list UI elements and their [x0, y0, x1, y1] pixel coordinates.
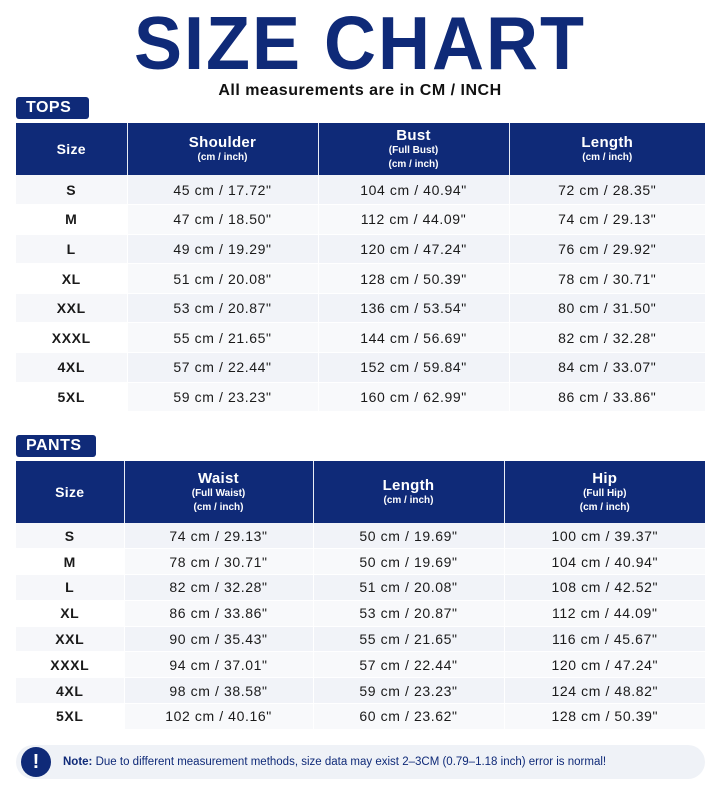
tops-table-row	[16, 323, 705, 353]
tops-cell-length: 86 cm / 33.86"	[509, 382, 705, 412]
pants-table-row	[16, 652, 705, 678]
tops-cell-shoulder: 53 cm / 20.87"	[127, 293, 318, 323]
tops-cell-length: 74 cm / 29.13"	[509, 205, 705, 235]
tops-table-row	[16, 205, 705, 235]
tops-cell-size: L	[16, 234, 127, 264]
pants-table-row	[16, 549, 705, 575]
pants-cell-length: 51 cm / 20.08"	[313, 575, 504, 601]
tops-cell-size: 5XL	[16, 382, 127, 412]
tops-cell-size: S	[16, 175, 127, 205]
pants-cell-waist: 74 cm / 29.13"	[124, 523, 313, 549]
tops-section-tag: TOPS	[16, 97, 89, 119]
tops-cell-shoulder: 57 cm / 22.44"	[127, 353, 318, 383]
pants-section-tag: PANTS	[16, 435, 96, 457]
tops-cell-bust: 160 cm / 62.99"	[318, 382, 509, 412]
pants-cell-length: 50 cm / 19.69"	[313, 549, 504, 575]
tops-cell-shoulder: 55 cm / 21.65"	[127, 323, 318, 353]
tops-cell-bust: 112 cm / 44.09"	[318, 205, 509, 235]
pants-cell-length: 50 cm / 19.69"	[313, 523, 504, 549]
pants-cell-size: XXXL	[16, 652, 124, 678]
note-body: Due to different measurement methods, size data may exist 2–3CM (0.79–1.18 inch) error is normal!	[95, 756, 607, 768]
tops-cell-shoulder: 47 cm / 18.50"	[127, 205, 318, 235]
pants-cell-size: 5XL	[16, 704, 124, 730]
tops-cell-shoulder: 49 cm / 19.29"	[127, 234, 318, 264]
pants-cell-waist: 102 cm / 40.16"	[124, 704, 313, 730]
tops-cell-size: XL	[16, 264, 127, 294]
tops-cell-length: 78 cm / 30.71"	[509, 264, 705, 294]
pants-cell-size: 4XL	[16, 678, 124, 704]
pants-cell-length: 59 cm / 23.23"	[313, 678, 504, 704]
tops-cell-length: 76 cm / 29.92"	[509, 234, 705, 264]
exclamation-icon: !	[21, 747, 51, 777]
tops-table-row	[16, 175, 705, 205]
tops-cell-bust: 120 cm / 47.24"	[318, 234, 509, 264]
pants-cell-waist: 82 cm / 32.28"	[124, 575, 313, 601]
pants-cell-length: 60 cm / 23.62"	[313, 704, 504, 730]
tops-cell-bust: 136 cm / 53.54"	[318, 293, 509, 323]
page-title: SIZE CHART	[134, 2, 586, 87]
tops-table-row	[16, 353, 705, 383]
note-banner	[16, 745, 705, 779]
pants-cell-hip: 100 cm / 39.37"	[504, 523, 705, 549]
tops-table-row	[16, 234, 705, 264]
tops-cell-length: 72 cm / 28.35"	[509, 175, 705, 205]
pants-cell-size: XL	[16, 600, 124, 626]
tops-size-table	[16, 123, 705, 412]
pants-cell-size: M	[16, 549, 124, 575]
tops-header-shoulder: Shoulder (cm / inch)	[127, 123, 318, 175]
tops-cell-bust: 152 cm / 59.84"	[318, 353, 509, 383]
pants-header-size: Size	[16, 461, 124, 523]
pants-cell-length: 57 cm / 22.44"	[313, 652, 504, 678]
pants-cell-waist: 86 cm / 33.86"	[124, 600, 313, 626]
pants-cell-waist: 78 cm / 30.71"	[124, 549, 313, 575]
pants-table-row	[16, 704, 705, 730]
tops-cell-bust: 128 cm / 50.39"	[318, 264, 509, 294]
pants-header-waist: Waist (Full Waist) (cm / inch)	[124, 461, 313, 523]
pants-table-row	[16, 575, 705, 601]
note-text	[63, 756, 606, 768]
tops-cell-bust: 104 cm / 40.94"	[318, 175, 509, 205]
tops-cell-shoulder: 51 cm / 20.08"	[127, 264, 318, 294]
tops-header-bust: Bust (Full Bust) (cm / inch)	[318, 123, 509, 175]
tops-cell-shoulder: 59 cm / 23.23"	[127, 382, 318, 412]
tops-cell-size: XXXL	[16, 323, 127, 353]
pants-header-row	[16, 461, 705, 523]
pants-cell-size: S	[16, 523, 124, 549]
pants-header-hip: Hip (Full Hip) (cm / inch)	[504, 461, 705, 523]
tops-cell-size: 4XL	[16, 353, 127, 383]
pants-cell-hip: 116 cm / 45.67"	[504, 626, 705, 652]
pants-cell-waist: 94 cm / 37.01"	[124, 652, 313, 678]
pants-size-table	[16, 461, 705, 730]
note-label: Note:	[63, 756, 93, 768]
tops-cell-length: 84 cm / 33.07"	[509, 353, 705, 383]
tops-header-row	[16, 123, 705, 175]
tops-cell-shoulder: 45 cm / 17.72"	[127, 175, 318, 205]
pants-cell-hip: 112 cm / 44.09"	[504, 600, 705, 626]
pants-cell-hip: 120 cm / 47.24"	[504, 652, 705, 678]
pants-cell-waist: 90 cm / 35.43"	[124, 626, 313, 652]
pants-cell-size: XXL	[16, 626, 124, 652]
pants-cell-waist: 98 cm / 38.58"	[124, 678, 313, 704]
pants-cell-size: L	[16, 575, 124, 601]
pants-cell-length: 53 cm / 20.87"	[313, 600, 504, 626]
tops-table-row	[16, 264, 705, 294]
tops-cell-length: 82 cm / 32.28"	[509, 323, 705, 353]
pants-table-row	[16, 626, 705, 652]
pants-table-row	[16, 600, 705, 626]
pants-header-length: Length (cm / inch)	[313, 461, 504, 523]
pants-cell-hip: 108 cm / 42.52"	[504, 575, 705, 601]
tops-cell-length: 80 cm / 31.50"	[509, 293, 705, 323]
tops-cell-size: XXL	[16, 293, 127, 323]
tops-table-row	[16, 382, 705, 412]
pants-table-row	[16, 678, 705, 704]
tops-cell-bust: 144 cm / 56.69"	[318, 323, 509, 353]
tops-header-length: Length (cm / inch)	[509, 123, 705, 175]
pants-table-row	[16, 523, 705, 549]
tops-header-size: Size	[16, 123, 127, 175]
page-subtitle: All measurements are in CM / INCH	[218, 82, 502, 99]
pants-cell-length: 55 cm / 21.65"	[313, 626, 504, 652]
pants-cell-hip: 104 cm / 40.94"	[504, 549, 705, 575]
pants-cell-hip: 124 cm / 48.82"	[504, 678, 705, 704]
tops-table-row	[16, 293, 705, 323]
tops-cell-size: M	[16, 205, 127, 235]
pants-cell-hip: 128 cm / 50.39"	[504, 704, 705, 730]
